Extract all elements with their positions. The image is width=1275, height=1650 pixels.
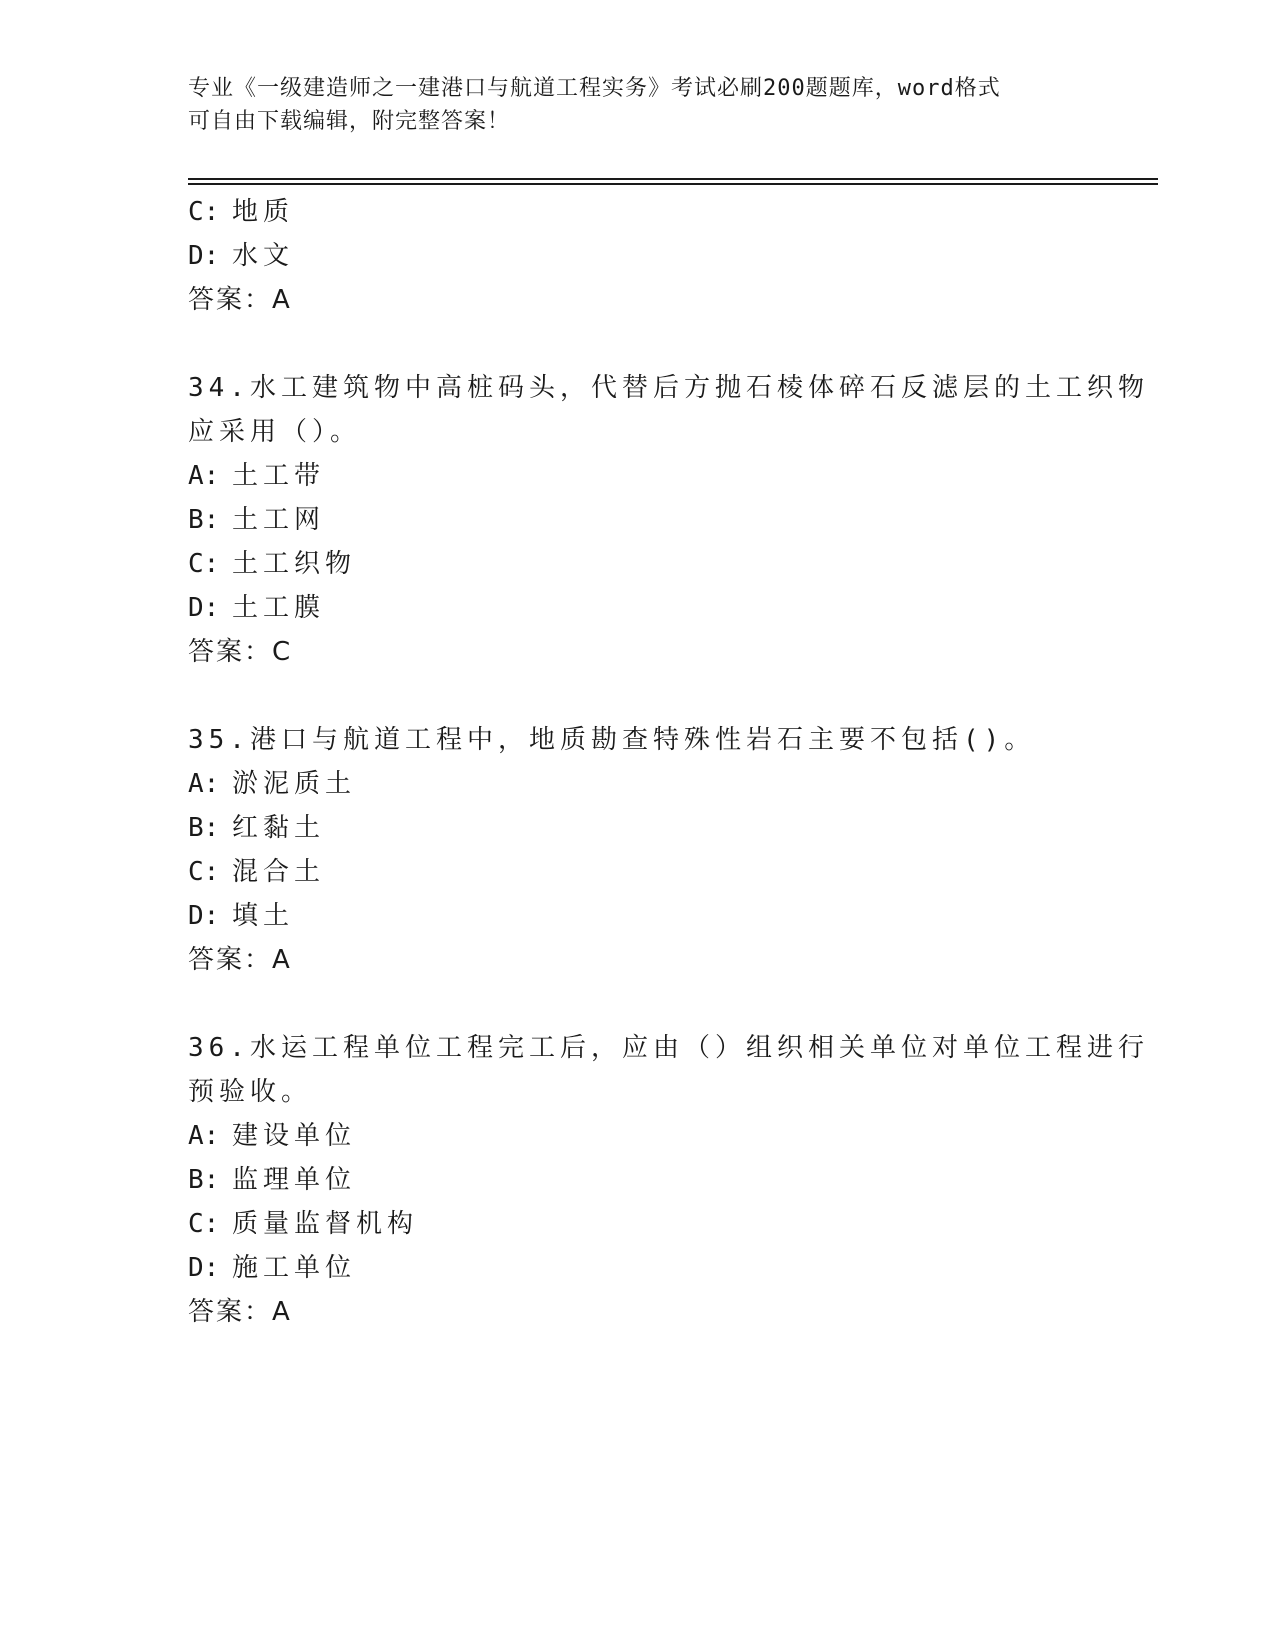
option-b bbox=[188, 1164, 356, 1196]
option-text: 水文 bbox=[232, 241, 295, 271]
option-key: C: bbox=[188, 197, 220, 227]
option-text: 填土 bbox=[232, 901, 295, 931]
question-34-stem-line-2: 应采用（）。 bbox=[188, 417, 362, 447]
option-text: 土工膜 bbox=[232, 593, 326, 623]
answer-line: 答案：A bbox=[188, 945, 292, 975]
option-key: D: bbox=[188, 241, 220, 271]
option-key: D: bbox=[188, 593, 220, 623]
option-d bbox=[188, 1252, 356, 1284]
question-36-stem-line-1: 36.水运工程单位工程完工后，应由（）组织相关单位对单位工程进行 bbox=[188, 1033, 1149, 1063]
option-a bbox=[188, 1120, 356, 1152]
option-text: 建设单位 bbox=[232, 1121, 357, 1151]
option-key: D: bbox=[188, 901, 220, 931]
option-d bbox=[188, 592, 325, 624]
answer-line: 答案：A bbox=[188, 285, 292, 315]
header-divider-bottom bbox=[188, 183, 1158, 185]
question-36-stem-line-2: 预验收。 bbox=[188, 1077, 313, 1107]
option-c bbox=[188, 548, 356, 580]
option-key: A: bbox=[188, 461, 220, 491]
header-title-line-1: 专业《一级建造师之一建港口与航道工程实务》考试必刷200题题库，word格式 bbox=[188, 76, 1001, 101]
option-key: B: bbox=[188, 505, 220, 535]
option-text: 施工单位 bbox=[232, 1253, 357, 1283]
option-text: 混合土 bbox=[232, 857, 326, 887]
document-header bbox=[188, 72, 1068, 138]
answer-line: 答案：C bbox=[188, 637, 293, 667]
option-c bbox=[188, 1208, 418, 1240]
option-c bbox=[188, 856, 325, 888]
option-text: 淤泥质土 bbox=[232, 769, 357, 799]
option-key: D: bbox=[188, 1253, 220, 1283]
option-key: C: bbox=[188, 549, 220, 579]
option-text: 土工带 bbox=[232, 461, 326, 491]
option-key: A: bbox=[188, 1121, 220, 1151]
option-text: 质量监督机构 bbox=[232, 1209, 419, 1239]
option-text: 土工织物 bbox=[232, 549, 357, 579]
option-text: 地质 bbox=[232, 197, 295, 227]
option-key: A: bbox=[188, 769, 220, 799]
option-key: C: bbox=[188, 1209, 220, 1239]
answer-line: 答案：A bbox=[188, 1297, 292, 1327]
option-text: 红黏土 bbox=[232, 813, 326, 843]
option-b bbox=[188, 504, 325, 536]
option-text: 监理单位 bbox=[232, 1165, 357, 1195]
option-d bbox=[188, 900, 294, 932]
option-key: B: bbox=[188, 813, 220, 843]
option-c bbox=[188, 196, 294, 228]
header-divider-top bbox=[188, 178, 1158, 180]
option-text: 土工网 bbox=[232, 505, 326, 535]
question-35-stem-line-1: 35.港口与航道工程中，地质勘查特殊性岩石主要不包括()。 bbox=[188, 725, 1036, 755]
option-key: B: bbox=[188, 1165, 220, 1195]
header-title-line-2: 可自由下载编辑，附完整答案！ bbox=[188, 109, 511, 134]
option-a bbox=[188, 768, 356, 800]
option-a bbox=[188, 460, 325, 492]
question-34-stem-line-1: 34.水工建筑物中高桩码头，代替后方抛石棱体碎石反滤层的土工织物 bbox=[188, 373, 1149, 403]
option-d bbox=[188, 240, 294, 272]
option-key: C: bbox=[188, 857, 220, 887]
option-b bbox=[188, 812, 325, 844]
